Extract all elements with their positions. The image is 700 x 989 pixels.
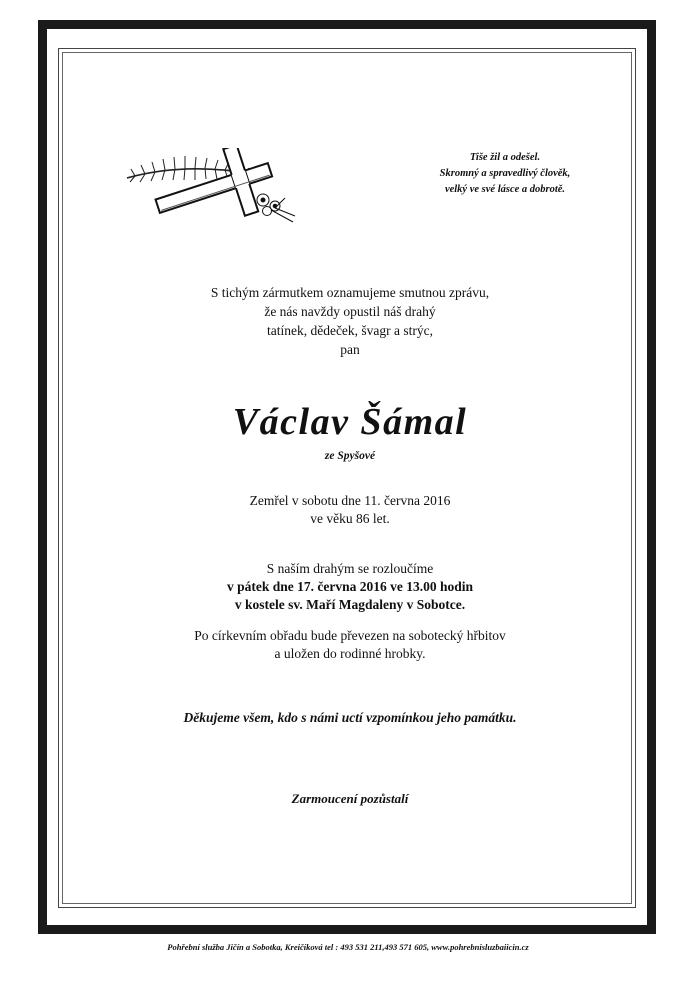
announcement-line: S tichým zármutkem oznamujeme smutnou zprávu, [210, 285, 490, 300]
announcement [100, 283, 600, 359]
announcement-line: tatínek, dědeček, švagr a strýc, [266, 323, 434, 338]
deceased-origin: ze Spyšové [324, 450, 376, 462]
funeral-service-footer: Pohřební služba Jičín a Sobotka, Kreičíková tel : 493 531 211,493 571 605, www.pohrebnisluzbaiicin.cz [167, 942, 529, 952]
thanks-note: Děkujeme všem, kdo s námi uctí vzpomínkou jeho památku. [183, 710, 517, 725]
death-line: ve věku 86 let. [310, 511, 390, 526]
burial-info [100, 627, 600, 663]
motto [400, 150, 610, 198]
death-line: Zemřel v sobotu dne 11. června 2016 [249, 493, 451, 508]
funeral-place: v kostele sv. Maří Magdaleny v Sobotce. [234, 597, 466, 612]
funeral-intro: S naším drahým se rozloučíme [266, 561, 434, 576]
announcement-line: pan [340, 342, 360, 357]
announcement-line: že nás navždy opustil náš drahý [264, 304, 436, 319]
signature: Zarmoucení pozůstalí [291, 791, 409, 806]
motto-line: velký ve své lásce a dobrotě. [444, 184, 566, 195]
motto-line: Skromný a spravedlivý člověk, [439, 168, 571, 179]
deceased-name: Václav Šámal [232, 401, 468, 443]
death-info [100, 492, 600, 528]
burial-line: Po církevním obřadu bude převezen na sobotecký hřbitov [194, 628, 506, 643]
burial-line: a uložen do rodinné hrobky. [274, 646, 426, 661]
funeral-date: v pátek dne 17. června 2016 ve 13.00 hodin [226, 579, 473, 594]
funeral-info [100, 560, 600, 614]
cross-with-palm-branch-icon [125, 148, 300, 228]
motto-line: Tiše žil a odešel. [469, 152, 541, 163]
